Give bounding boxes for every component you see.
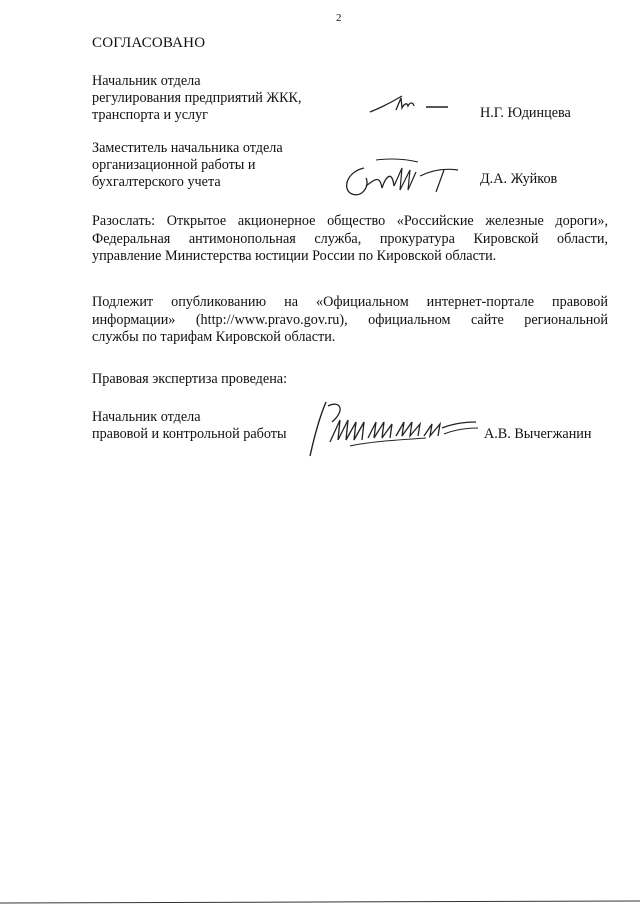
- page-number: 2: [336, 12, 342, 24]
- position-line: Заместитель начальника отдела: [92, 140, 283, 156]
- position-line: Начальник отдела: [92, 73, 201, 89]
- expertise-statement: Правовая экспертиза проведена:: [92, 371, 288, 387]
- publication-line: информации» (http://www.pravo.gov.ru), официальном сайте региональной: [92, 311, 608, 328]
- signatory-2-position: [92, 140, 283, 191]
- signatory-1-position: [92, 73, 302, 124]
- distribution-line: Федеральная антимонопольная служба, прокуратура Кировской области,: [92, 230, 608, 247]
- distribution-paragraph: [92, 213, 608, 266]
- position-line: правовой и контрольной работы: [92, 426, 287, 442]
- publication-line: службы по тарифам Кировской области.: [92, 329, 336, 346]
- publication-paragraph: [92, 294, 608, 347]
- position-line: бухгалтерского учета: [92, 174, 221, 190]
- signature-1-image: [368, 92, 450, 118]
- distribution-line: Разослать: Открытое акционерное общество «Российские железные дороги»,: [92, 213, 608, 229]
- position-line: Начальник отдела: [92, 409, 201, 425]
- position-line: регулирования предприятий ЖКК,: [92, 90, 302, 106]
- distribution-line: управление Министерства юстиции России по Кировской области.: [92, 248, 497, 265]
- signatory-2-name: Д.А. Жуйков: [480, 171, 558, 187]
- publication-line: Подлежит опубликованию на «Официальном интернет-портале правовой: [92, 294, 608, 310]
- scan-edge-mark: [0, 895, 640, 905]
- approval-heading: СОГЛАСОВАНО: [92, 35, 206, 51]
- position-line: организационной работы и: [92, 157, 256, 173]
- signature-2-image: [336, 156, 466, 200]
- signatory-1-name: Н.Г. Юдинцева: [480, 105, 571, 121]
- signature-3-image: [306, 398, 482, 460]
- position-line: транспорта и услуг: [92, 107, 208, 123]
- expertise-position: [92, 409, 287, 443]
- expertise-name: А.В. Вычегжанин: [484, 426, 592, 442]
